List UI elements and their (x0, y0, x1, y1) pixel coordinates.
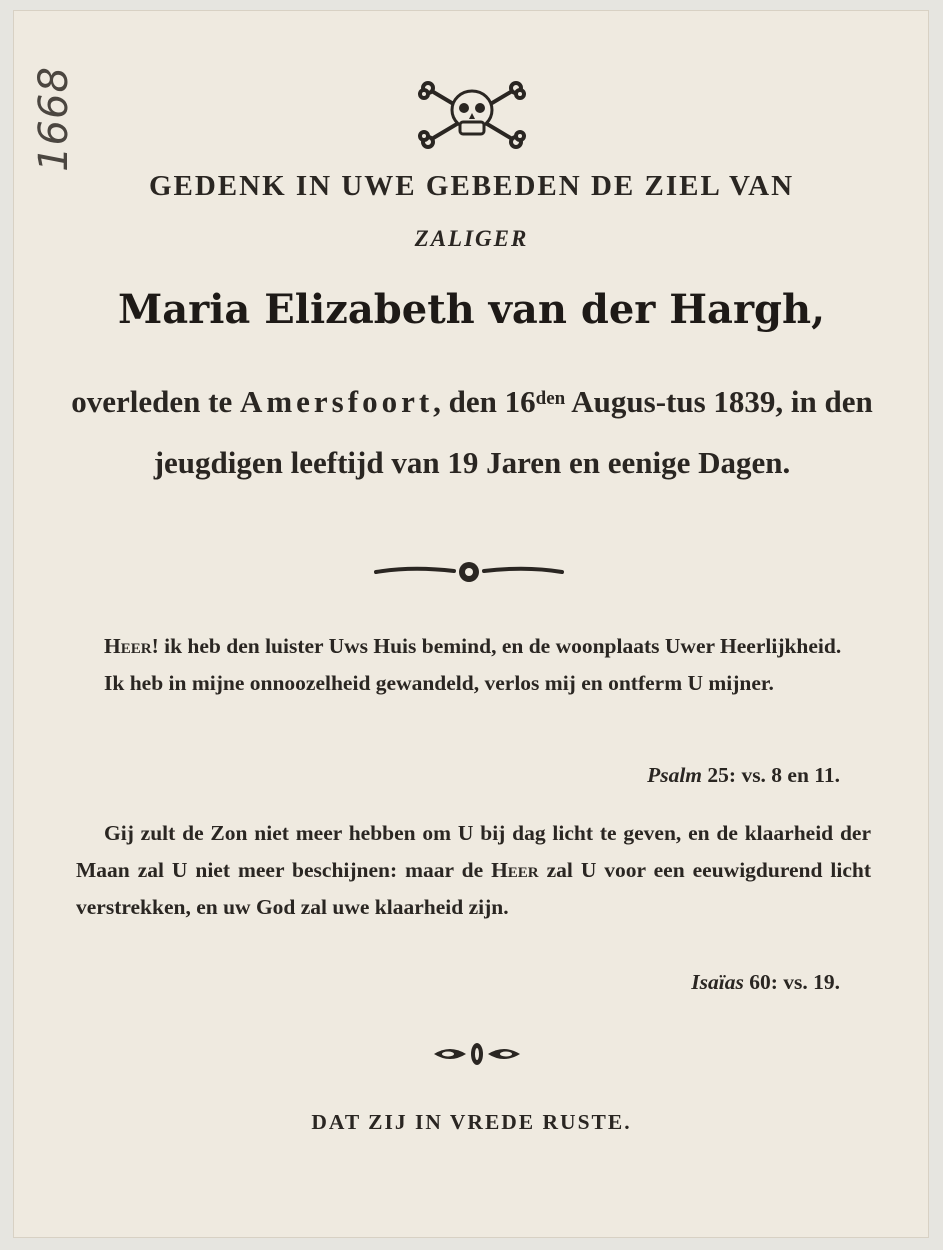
death-details (62, 368, 882, 493)
lord-word: Heer (491, 857, 539, 882)
deceased-name: Maria Elizabeth van der Hargh, (117, 286, 826, 333)
verse-text: Gij zult de Zon niet meer hebben om U bij dag licht te geven, en de klaarheid der Maan zal U niet meer beschijnen: maar de (76, 821, 871, 882)
ref-book: Isaïas (691, 970, 744, 994)
details-text: overleden te (71, 384, 233, 419)
ref-verse: 60: vs. 19. (749, 970, 840, 994)
header-line: GEDENK IN UWE GEBEDEN DE ZIEL VAN (148, 170, 795, 202)
closing-line: DAT ZIJ IN VREDE RUSTE. (311, 1110, 632, 1134)
lord-word: Heer (104, 634, 152, 658)
handwritten-annotation: 1668 (31, 66, 77, 172)
psalm-reference (647, 763, 840, 788)
verse-isaiah (76, 815, 871, 925)
skull-crossbones-icon (418, 80, 526, 150)
isaiah-reference (691, 970, 840, 995)
verse-psalm (76, 628, 871, 702)
ref-verse: 25: vs. 8 en 11. (707, 763, 840, 787)
verse-text: zal U voor een eeuwigdurend licht verstrekken, en uw God zal uwe klaarheid zijn. (76, 857, 872, 919)
superscript: den (535, 388, 566, 409)
small-ornament (432, 1040, 522, 1068)
place-name: Amersfoort (239, 384, 434, 419)
verse-text: Ik heb in mijne onnoozelheid gewandeld, verlos mij en ontferm U mijner. (104, 670, 774, 695)
subtitle: ZALIGER (414, 226, 529, 251)
ornamental-divider (372, 558, 566, 586)
details-text: Augus-tus 1839, in den jeugdigen leeftijd van 19 Jaren en eenige Dagen. (153, 384, 873, 480)
details-text: , den 16 (433, 384, 536, 419)
ref-book: Psalm (647, 763, 703, 787)
verse-text: ! ik heb den luister Uws Huis bemind, en de woonplaats Uwer Heerlijkheid. (151, 634, 842, 658)
